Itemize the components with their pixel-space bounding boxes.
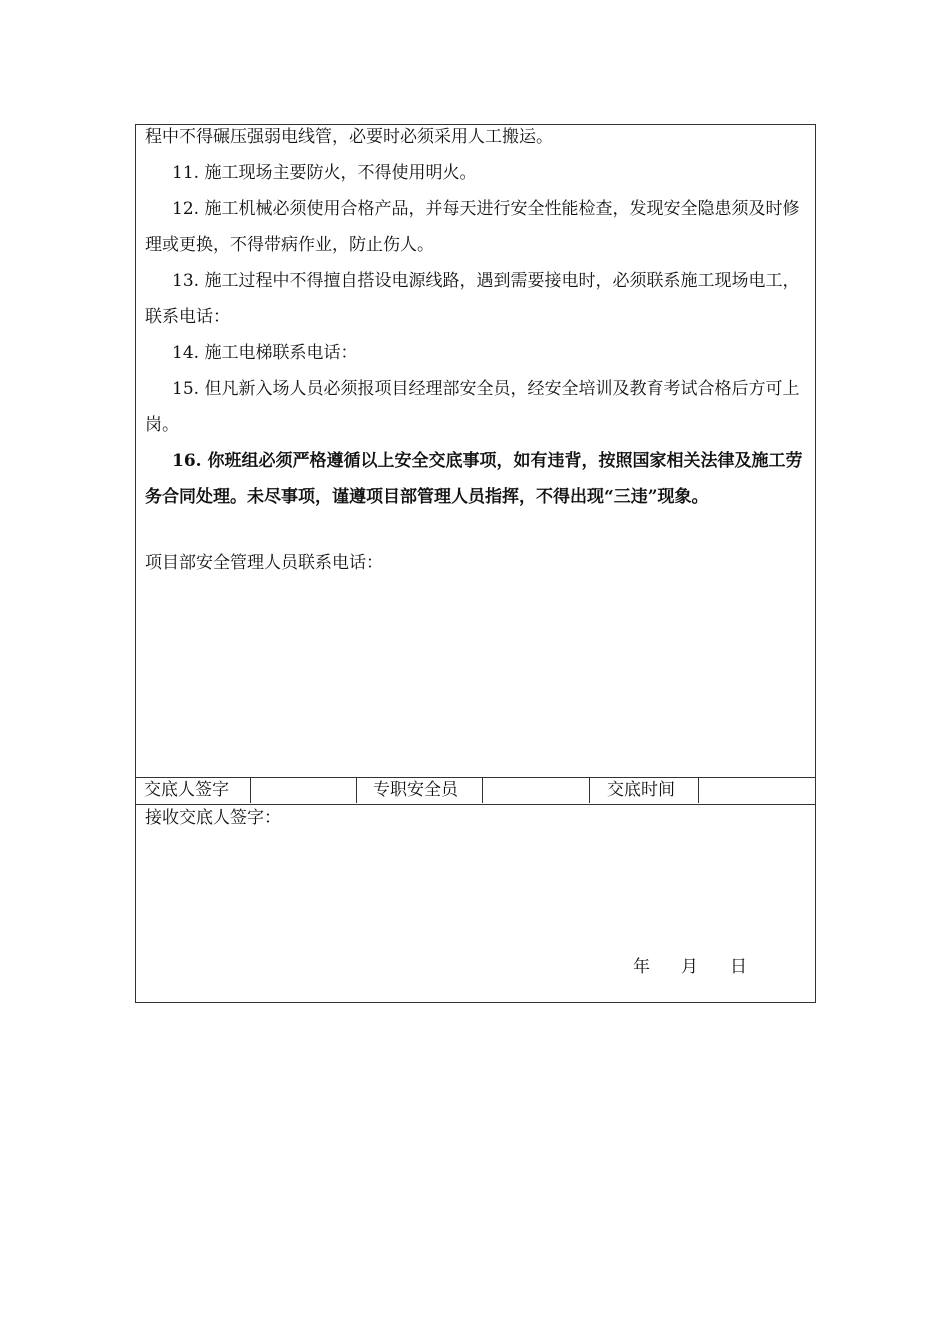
briefer-signature-field[interactable] xyxy=(251,778,357,803)
safety-contact-label: 项目部安全管理人员联系电话： xyxy=(145,553,383,573)
item-16: 16. 你班组必须严格遵循以上安全交底事项，如有违背，按照国家相关法律及施工劳务合同处理。未尽事项，谨遵项目部管理人员指挥，不得出现“三违”现象。 xyxy=(145,451,803,507)
receiver-signature-cell[interactable] xyxy=(136,804,815,1002)
month-label: 月 xyxy=(681,957,698,977)
item-15: 15. 但凡新入场人员必须报项目经理部安全员，经安全培训及教育考试合格后方可上岗。 xyxy=(145,379,800,435)
safety-officer-field[interactable] xyxy=(483,778,590,803)
briefing-time-field[interactable] xyxy=(699,778,815,803)
briefing-time-label: 交底时间 xyxy=(590,778,699,803)
item-13: 13. 施工过程中不得擅自搭设电源线路，遇到需要接电时，必须联系施工现场电工，联系电话： xyxy=(145,271,800,327)
item-12: 12. 施工机械必须使用合格产品，并每天进行安全性能检查，发现安全隐患须及时修理或更换，不得带病作业，防止伤人。 xyxy=(145,199,800,255)
year-label: 年 xyxy=(633,957,650,977)
safety-officer-label: 专职安全员 xyxy=(357,778,483,803)
briefing-content-cell xyxy=(136,125,815,777)
signature-row xyxy=(136,777,815,805)
day-label: 日 xyxy=(730,957,747,977)
date-line xyxy=(633,955,747,979)
item-11: 11. 施工现场主要防火，不得使用明火。 xyxy=(172,163,477,183)
briefer-label: 交底人签字 xyxy=(136,778,251,803)
safety-briefing-table xyxy=(135,124,816,1003)
receiver-signature-label: 接收交底人签字： xyxy=(145,808,281,828)
item-14: 14. 施工电梯联系电话： xyxy=(172,343,358,363)
continued-text: 程中不得碾压强弱电线管，必要时必须采用人工搬运。 xyxy=(145,127,553,147)
